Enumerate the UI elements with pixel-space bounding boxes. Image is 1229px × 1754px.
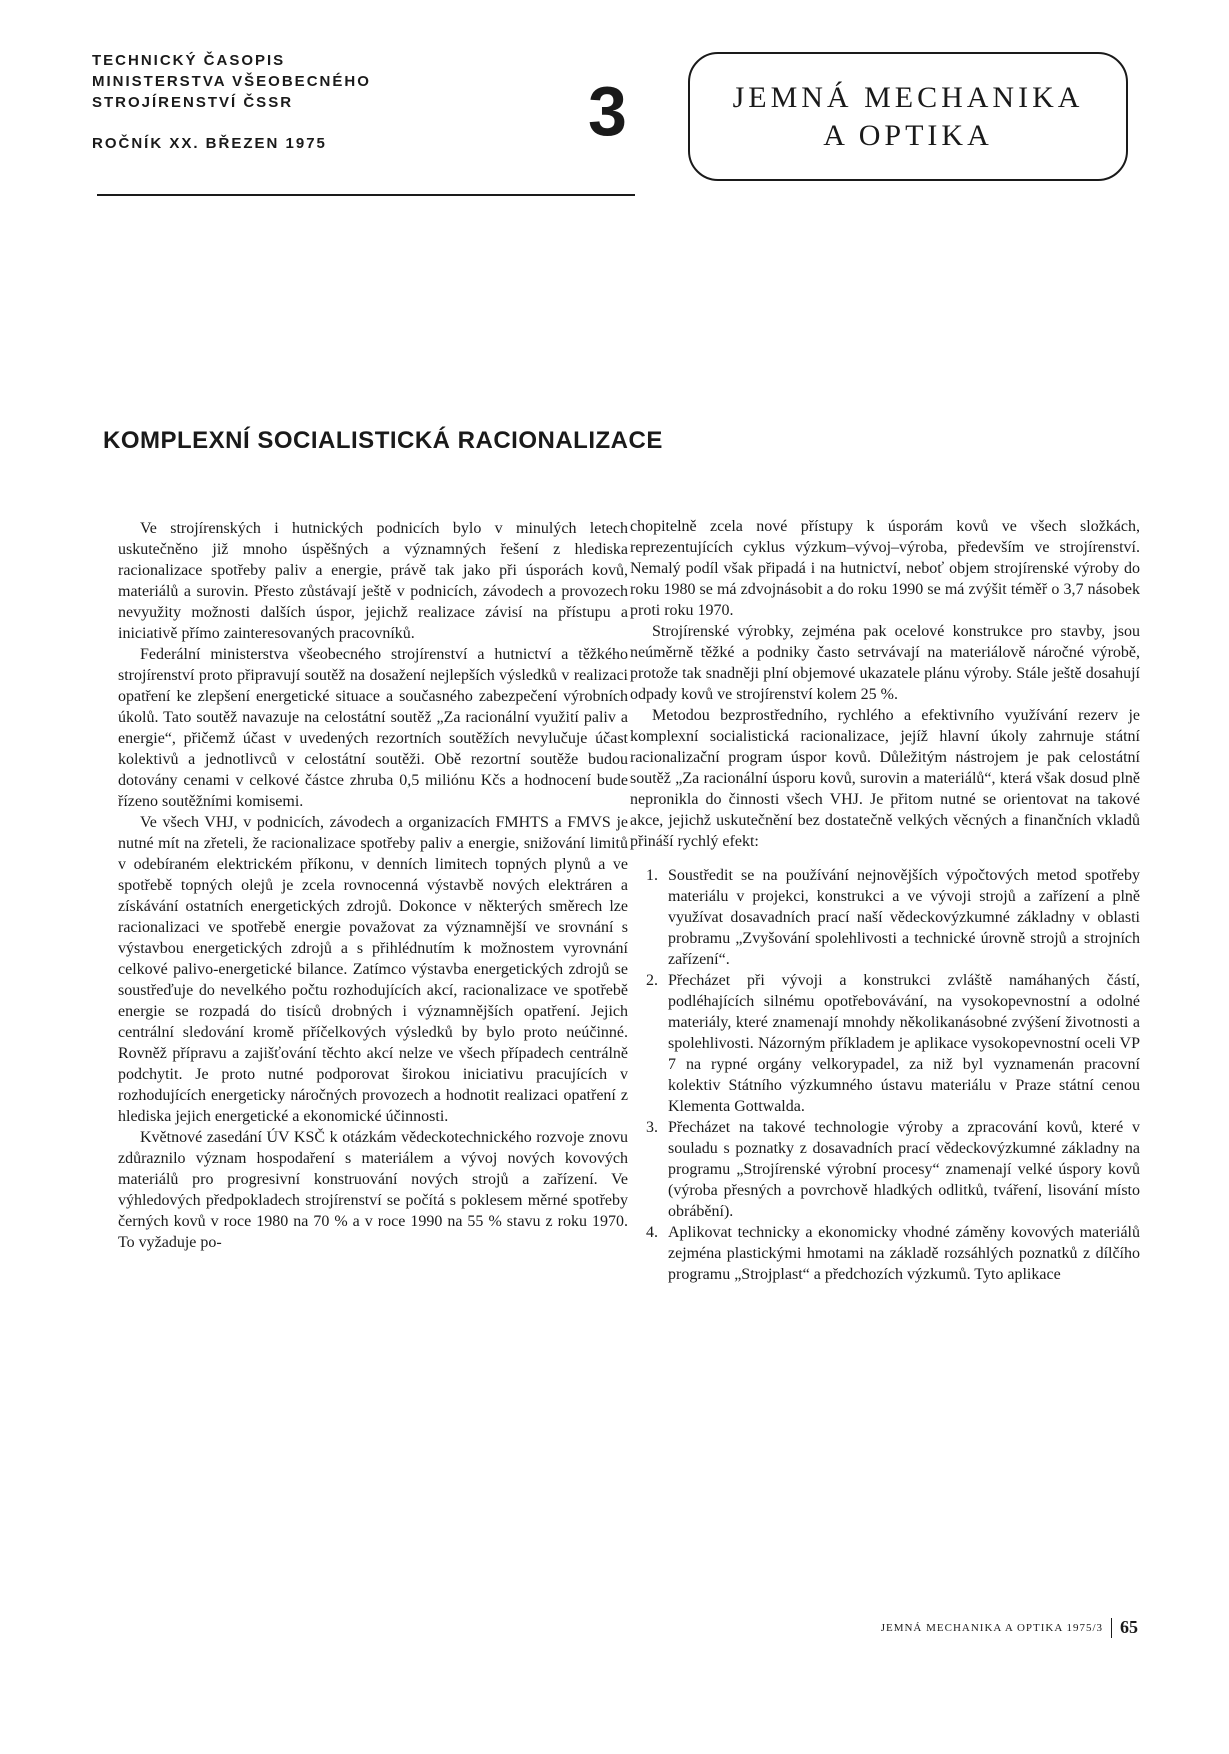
- page-number: 65: [1120, 1617, 1138, 1637]
- list-item-number: 4.: [646, 1224, 658, 1241]
- header-rule: [97, 194, 635, 196]
- list-item-number: 1.: [646, 867, 658, 884]
- list-item-number: 2.: [646, 972, 658, 989]
- footer-journal-issue: JEMNÁ MECHANIKA A OPTIKA 1975/3: [880, 1621, 1103, 1634]
- list-item: [630, 1222, 1140, 1285]
- measures-list: [630, 865, 1140, 1285]
- right-column: [630, 516, 1140, 1285]
- paragraph: Květnové zasedání ÚV KSČ k otázkám vědeckotechnického rozvoje znovu zdůraznilo význam hospodaření s materiálem a vývoj nových kovových materiálů pro progresivní konstruování nových strojů a zařízení. Ve výhledových předpokladech strojírenství se počítá s poklesem měrné spotřeby černých kovů v roce 1980 na 70 % a v roce 1990 na 55 % stavu z roku 1970. To vyžaduje po-: [118, 1129, 628, 1251]
- list-item-text: Přecházet při vývoji a konstrukci zvláště namáhaných částí, podléhajících silnému opotřebovávání, na vysokopevnostní a odolné materiály, které znamenají mnohdy několikanásobné zvýšení životnosti a spolehlivosti. Názorným příkladem je aplikace vysokopevnostní oceli VP 7 na rypné orgány velkorypadel, za niž byl vyznamenán pracovní kolektiv Státního výzkumného ústavu materiálu v Praze státní cenou Klementa Gottwalda.: [668, 972, 1140, 1115]
- article-title: KOMPLEXNÍ SOCIALISTICKÁ RACIONALIZACE: [103, 427, 663, 454]
- journal-title-box: [688, 52, 1128, 181]
- journal-title-line-2: A OPTIKA: [823, 118, 993, 152]
- masthead-line-1: TECHNICKÝ ČASOPIS: [92, 52, 286, 69]
- list-item: [630, 970, 1140, 1117]
- paragraph: Metodou bezprostředního, rychlého a efektivního využívání rezerv je komplexní socialistická racionalizace, jejíž hlavní úkoly zahrnuje státní racionalizační program úspor kovů. Důležitým nástrojem je pak celostátní soutěž „Za racionální úsporu kovů, surovin a materiálů“, která však dosud plně nepronikla do činnosti všech VHJ. Je přitom nutné se orientovat na takové akce, jejichž uskutečnění bez dostatečně velkých věcných a finančních vkladů přináší rychlý efekt:: [630, 707, 1140, 850]
- footer-separator: [1111, 1618, 1112, 1638]
- masthead-line-2: MINISTERSTVA VŠEOBECNÉHO: [92, 73, 371, 90]
- volume-date-line: ROČNÍK XX. BŘEZEN 1975: [92, 135, 327, 152]
- journal-title-line-1: JEMNÁ MECHANIKA: [732, 80, 1084, 114]
- list-item: [630, 865, 1140, 970]
- paragraph: Strojírenské výrobky, zejména pak ocelové konstrukce pro stavby, jsou neúměrně těžké a podniky často setrvávají na materiálově náročné výrobě, protože tak snadněji plní objemové ukazatele plánu výroby. Stále ještě dosahují odpady kovů ve strojírenství kolem 25 %.: [630, 623, 1140, 703]
- list-item-text: Soustředit se na používání nejnovějších výpočtových metod spotřeby materiálu v projekci, konstrukci a ve vývoji strojů a zařízení a plně využívat dosavadních prací naší vědeckovýzkumné základny v oblasti probramu „Zvyšování spolehlivosti a technické úrovně strojů a strojních zařízení“.: [668, 867, 1140, 968]
- masthead: [92, 50, 462, 154]
- paragraph: Ve strojírenských i hutnických podnicích bylo v minulých letech uskutečněno již mnoho úspěšných a významných řešení z hlediska racionalizace spotřeby paliv a energie, právě tak jako při úsporách kovů, materiálů a surovin. Přesto zůstávají ještě v podnicích, závodech a provozech nevyužity možnosti dalších úspor, jejichž realizace závisí na přístupu a iniciativě přímo zainteresovaných pracovníků.: [118, 520, 628, 642]
- masthead-line-3: STROJÍRENSTVÍ ČSSR: [92, 94, 294, 111]
- paragraph: Federální ministerstva všeobecného strojírenství a hutnictví a těžkého strojírenství proto připravují soutěž na dosažení nejlepších výsledků v realizaci opatření ke zlepšení energetické situace a současného zabezpečení výrobních úkolů. Tato soutěž navazuje na celostátní soutěž „Za racionální využití paliv a energie“, přičemž účast v uvedených rezortních soutěžích nevylučuje účast kolektivů a jednotlivců v celostátní soutěži. Obě rezortní soutěže budou dotovány cenami v celkové částce zhruba 0,5 miliónu Kčs a hodnocení bude řízeno soutěžními komisemi.: [118, 646, 628, 810]
- list-item: [630, 1117, 1140, 1222]
- list-item-number: 3.: [646, 1119, 658, 1136]
- left-column: [118, 518, 628, 1253]
- issue-number: 3: [588, 72, 627, 150]
- paragraph: Ve všech VHJ, v podnicích, závodech a organizacích FMHTS a FMVS je nutné mít na zřeteli, že racionalizace spotřeby paliv a energie, snižování limitů v odebíraném elektrickém příkonu, v denních limitech topných plynů a ve spotřebě topných olejů je zcela rovnocenná výstavbě nových elektráren a získávání ostatních energetických zdrojů. Dokonce v některých směrech lze racionalizaci ve spotřebě energie považovat za významnější ve srovnání s výstavbou energetických zdrojů a s přihlédnutím k možnostem vyrovnání celkové palivo-energetické bilance. Zatímco výstavba energetických zdrojů se soustřeďuje do nevelkého počtu rozhodujících akcí, racionalizace ve spotřebě energie se rozpadá do tisíců drobných i významnějších opatření. Jejich centrální sledování kromě příčelkových výsledků by bylo proto neúčinné. Rovněž přípravu a zajišťování těchto akcí nelze ve všech případech centrálně podchytit. Je proto nutné podporovat širokou iniciativu pracujících v rozhodujících energeticky náročných provozech a hodnotit realizaci opatření z hlediska jejich energetické a ekonomické účinnosti.: [118, 814, 628, 1125]
- list-item-text: Aplikovat technicky a ekonomicky vhodné záměny kovových materiálů zejména plastickými hmotami na základě rozsáhlých poznatků z dílčího programu „Strojplast“ a předchozích výzkumů. Tyto aplikace: [668, 1224, 1140, 1283]
- paragraph: chopitelně zcela nové přístupy k úsporám kovů ve všech složkách, reprezentujících cyklus výzkum–vývoj–výroba, především ve strojírenství. Nemalý podíl však připadá i na hutnictví, neboť objem strojírenské výroby do roku 1980 se má zdvojnásobit a do roku 1990 se má zvýšit téměř o 3,7 násobek proti roku 1970.: [630, 518, 1140, 619]
- list-item-text: Přecházet na takové technologie výroby a zpracování kovů, které v souladu s poznatky z dosavadních prací vědeckovýzkumné základny na programu „Strojírenské výrobní procesy“ znamenají velké úspory kovů (výroba přesných a povrchově hladkých odlitků, tváření, lisování místo obrábění).: [668, 1119, 1140, 1220]
- page-footer: [881, 1617, 1138, 1638]
